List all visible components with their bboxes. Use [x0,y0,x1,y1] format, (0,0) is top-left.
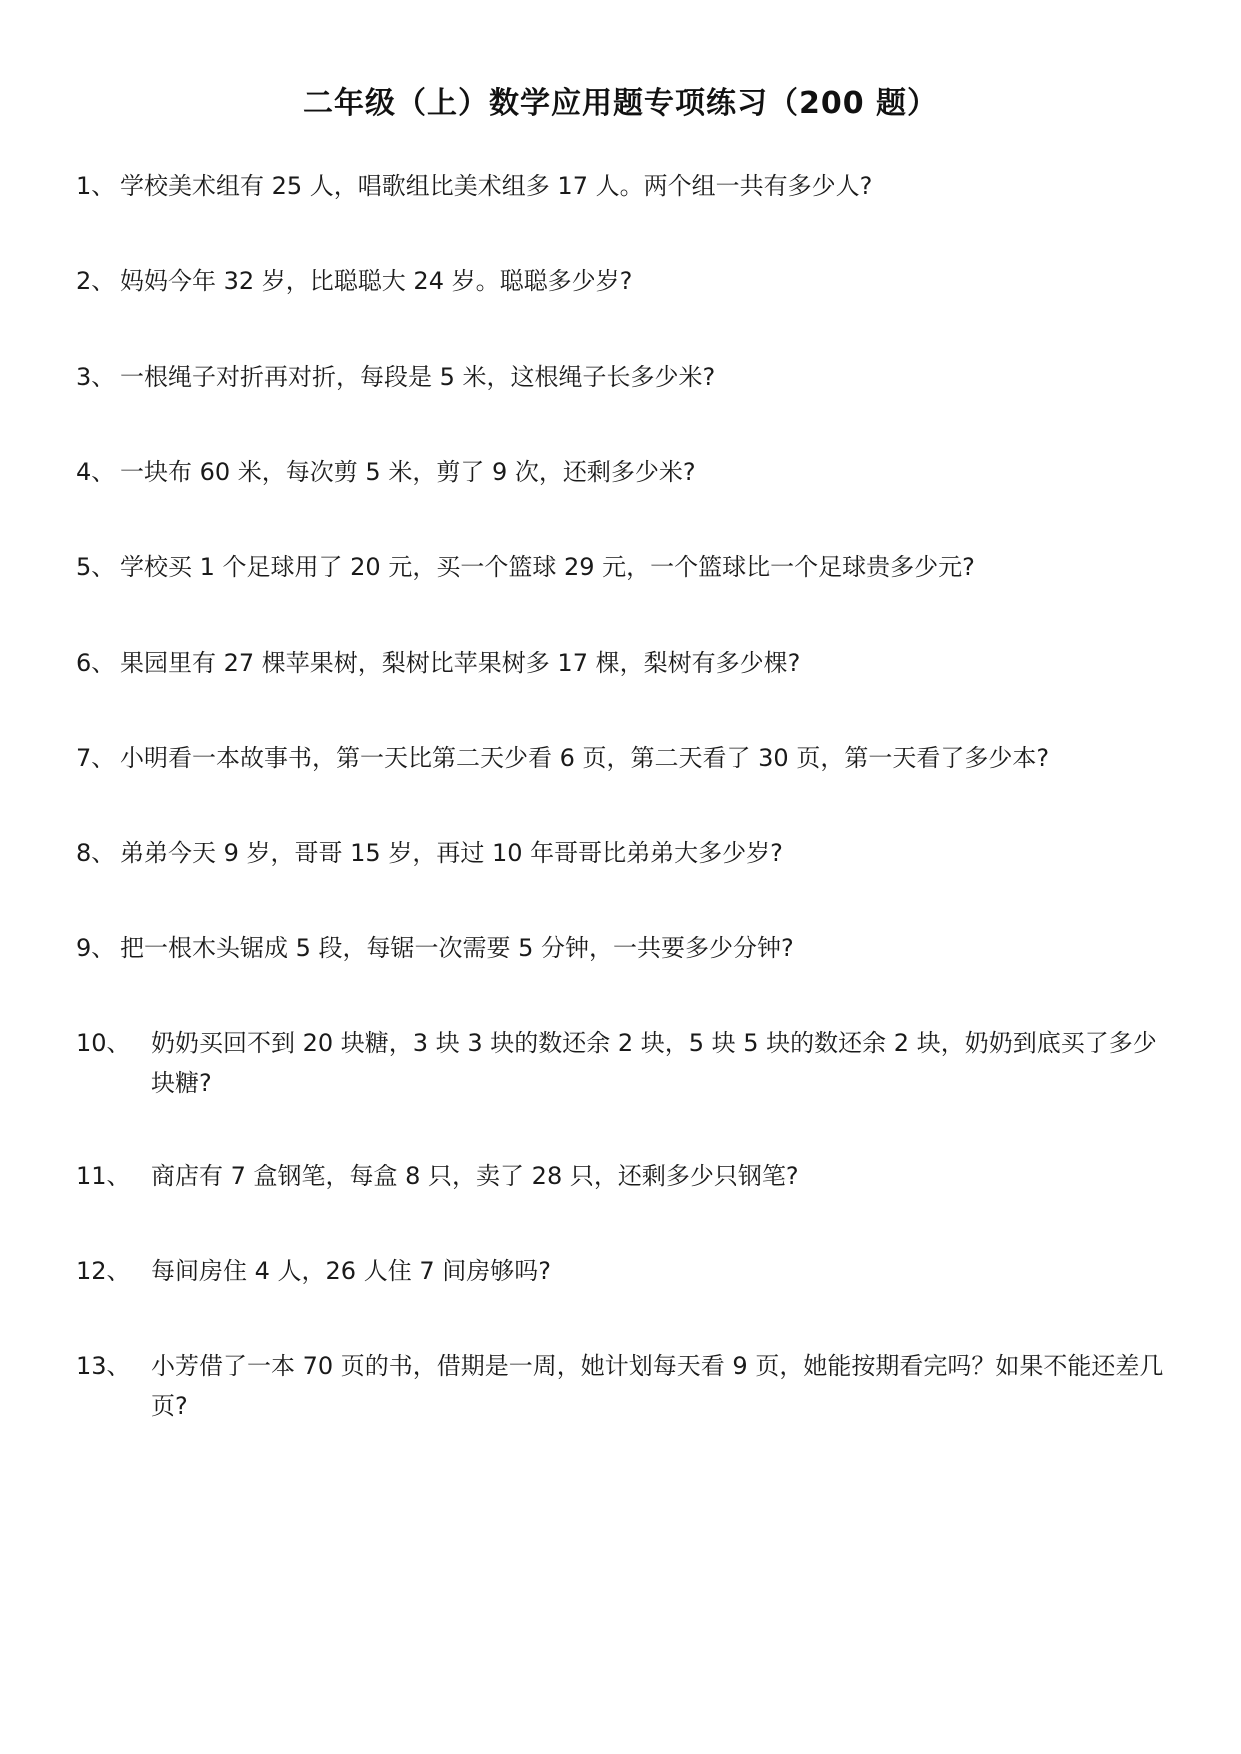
question-text: 学校买 1 个足球用了 20 元，买一个篮球 29 元，一个篮球比一个足球贵多少元? [120,553,975,581]
question-item [76,1023,1176,1103]
question-item [76,357,1176,397]
question-number: 7、 [76,744,116,772]
question-item [76,166,1176,206]
question-text: 每间房住 4 人，26 人住 7 间房够吗? [151,1257,551,1285]
question-number: 5、 [76,553,116,581]
question-text: 妈妈今年 32 岁，比聪聪大 24 岁。聪聪多少岁? [120,267,633,295]
question-text: 商店有 7 盒钢笔，每盒 8 只，卖了 28 只，还剩多少只钢笔? [151,1162,799,1190]
question-number: 1、 [76,172,116,200]
page-title: 二年级（上）数学应用题专项练习（200 题） [302,86,939,121]
question-text: 一根绳子对折再对折，每段是 5 米，这根绳子长多少米? [120,363,716,391]
question-item [76,833,1176,873]
question-number: 9、 [76,934,116,962]
question-text: 小芳借了一本 70 页的书，借期是一周，她计划每天看 9 页，她能按期看完吗？如果不能还差几页? [151,1352,1164,1420]
question-text: 一块布 60 米，每次剪 5 米，剪了 9 次，还剩多少米? [120,458,696,486]
question-number: 6、 [76,649,116,677]
question-item [76,738,1176,778]
question-text: 果园里有 27 棵苹果树，梨树比苹果树多 17 棵，梨树有多少棵? [120,649,801,677]
question-text: 弟弟今天 9 岁，哥哥 15 岁，再过 10 年哥哥比弟弟大多少岁? [120,839,783,867]
question-number: 4、 [76,458,116,486]
question-number: 8、 [76,839,116,867]
question-number: 13、 [76,1352,131,1380]
question-item [76,1156,1176,1196]
question-item [76,452,1176,492]
question-text: 小明看一本故事书，第一天比第二天少看 6 页，第二天看了 30 页，第一天看了多少本? [120,744,1050,772]
question-number: 2、 [76,267,116,295]
question-number: 10、 [76,1029,131,1057]
question-item [76,1251,1176,1291]
question-number: 3、 [76,363,116,391]
question-item [76,547,1176,587]
question-item [76,928,1176,968]
question-text: 把一根木头锯成 5 段，每锯一次需要 5 分钟，一共要多少分钟? [120,934,794,962]
question-text: 奶奶买回不到 20 块糖，3 块 3 块的数还余 2 块，5 块 5 块的数还余 2 块，奶奶到底买了多少块糖? [151,1029,1157,1097]
question-item [76,1346,1176,1426]
question-item [76,643,1176,683]
question-item [76,261,1176,301]
question-number: 11、 [76,1162,131,1190]
question-number: 12、 [76,1257,131,1285]
question-text: 学校美术组有 25 人，唱歌组比美术组多 17 人。两个组一共有多少人? [120,172,873,200]
